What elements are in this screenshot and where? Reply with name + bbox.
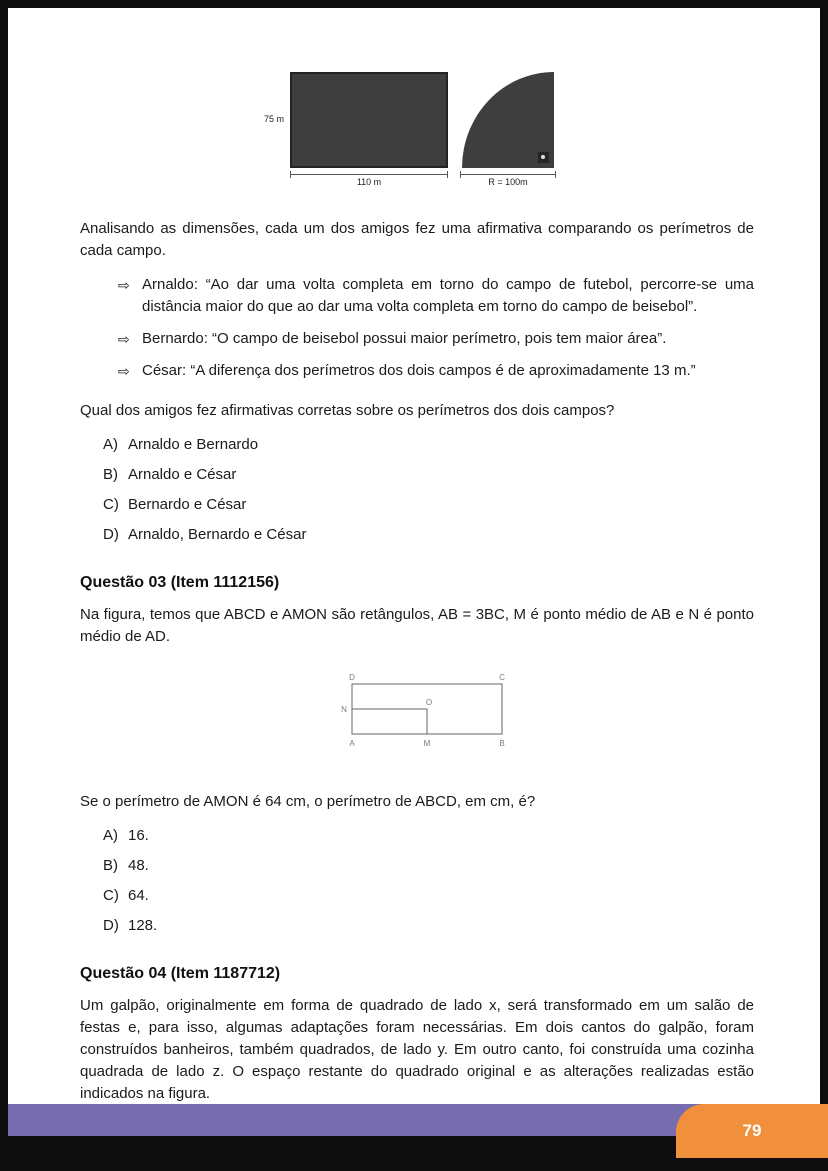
option-b (103, 855, 754, 877)
question02-stem: Qual dos amigos fez afirmativas corretas sobre os perímetros dos dois campos? (80, 402, 615, 419)
option-a (103, 434, 754, 456)
document-page (8, 8, 820, 1104)
option-text: Bernardo e César (128, 496, 247, 513)
baseball-field-figure (462, 72, 554, 168)
option-text: Arnaldo e Bernardo (128, 436, 259, 453)
statement-text: César: “A diferença dos perímetros dos dois campos é de aproximadamente 13 m.” (142, 362, 696, 379)
question04-body: Um galpão, originalmente em forma de quadrado de lado x, será transformado em um salão de festas e, para isso, algumas adaptações foram necessárias. Em dois cantos do galpão, foram construídos banheiros, também quadrados, de lado y. Em outro canto, foi construída uma cozinha quadrada de lado z. O espaço restante do quadrado original e as alterações realizadas estão indicados na figura. (80, 997, 754, 1102)
vertex-label-b: B (499, 739, 505, 748)
vertex-label-m: M (423, 739, 431, 748)
option-c (103, 885, 754, 907)
footer-page-number-tab (676, 1104, 828, 1158)
rect-height-label: 75 m (263, 114, 284, 124)
page-content (8, 72, 820, 1105)
dimension-line (460, 174, 556, 175)
rectangle-abcd-figure (338, 672, 510, 750)
statement-bernardo (118, 328, 754, 350)
option-d (103, 915, 754, 937)
option-a (103, 825, 754, 847)
radius-label: R = 100m (488, 177, 528, 187)
option-text: Arnaldo, Bernardo e César (128, 526, 307, 543)
statement-arnaldo (118, 274, 754, 318)
arrow-bullet-icon: ⇨ (118, 363, 130, 379)
option-b (103, 464, 754, 486)
option-text: Arnaldo e César (128, 466, 237, 483)
field-figures (80, 72, 754, 194)
question04-heading: Questão 04 (Item 1187712) (80, 965, 281, 982)
option-letter: D) (103, 917, 119, 934)
intro-paragraph: Analisando as dimensões, cada um dos amigos fez uma afirmativa comparando os perímetros de cada campo. (80, 220, 754, 259)
statement-text: Bernardo: “O campo de beisebol possui maior perímetro, pois tem maior área”. (142, 330, 667, 347)
vertex-label-a: A (349, 739, 355, 748)
option-letter: A) (103, 436, 118, 453)
vertex-label-n: N (341, 705, 347, 714)
radius-dimension (460, 174, 556, 187)
soccer-field-figure (290, 72, 448, 168)
arrow-bullet-icon: ⇨ (118, 331, 130, 347)
vertex-label-c: C (499, 673, 505, 682)
dimension-line (290, 174, 448, 175)
option-letter: D) (103, 526, 119, 543)
rect-width-label: 110 m (356, 177, 382, 187)
question03-heading: Questão 03 (Item 1112156) (80, 574, 280, 591)
option-c (103, 494, 754, 516)
home-plate-icon (538, 152, 549, 163)
statement-cesar (118, 360, 754, 382)
vertex-label-d: D (349, 673, 355, 682)
arrow-bullet-icon: ⇨ (118, 277, 130, 293)
option-letter: A) (103, 827, 118, 844)
question03-stem: Se o perímetro de AMON é 64 cm, o perímetro de ABCD, em cm, é? (80, 793, 536, 810)
page-number: 79 (742, 1121, 762, 1140)
vertex-label-o: O (425, 698, 433, 707)
rect-width-dimension (290, 174, 448, 187)
option-text: 64. (128, 887, 149, 904)
statement-text: Arnaldo: “Ao dar uma volta completa em torno do campo de futebol, percorre-se uma distância maior do que ao dar uma volta completa em torno do campo de beisebol”. (142, 276, 754, 315)
option-d (103, 524, 754, 546)
option-text: 16. (128, 827, 149, 844)
option-letter: C) (103, 496, 119, 513)
option-text: 48. (128, 857, 149, 874)
option-letter: C) (103, 887, 119, 904)
question03-body: Na figura, temos que ABCD e AMON são retângulos, AB = 3BC, M é ponto médio de AB e N é ponto médio de AD. (80, 606, 754, 645)
option-letter: B) (103, 466, 118, 483)
option-text: 128. (128, 917, 158, 934)
option-letter: B) (103, 857, 118, 874)
